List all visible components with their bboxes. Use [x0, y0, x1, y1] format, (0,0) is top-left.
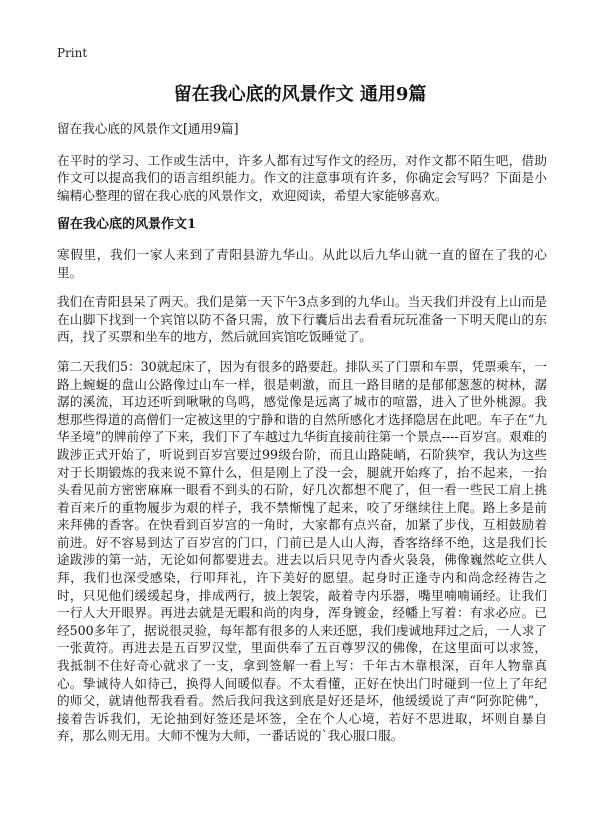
intro-paragraph: 在平时的学习、工作或生活中，许多人都有过写作文的经历，对作文都不陌生吧，借助作文可以提高我们的语言组织能力。作文的注意事项有许多，你确定会写吗？下面是小编精心整理的留在我心底的风景作文，欢迎阅读，希望大家能够喜欢。	[57, 152, 547, 203]
article-subtitle: 留在我心底的风景作文[通用9篇]	[57, 121, 239, 136]
section-heading: 留在我心底的风景作文1	[57, 217, 197, 233]
essay-paragraph: 第二天我们5：30就起床了，因为有很多的路要赶。排队买了门票和车票，凭票乘车，一路上蜿蜒的盘山公路像过山车一样，很是刺激，而且一路目睹的是郁郁葱葱的树林，潺潺的溪流，耳边还听到啾啾的鸟鸣，感觉像是远离了城市的喧嚣，进入了世外桃源。我想那些得道的高僧们一定被这里的宁静和谐的自然所感化才选择隐居在此吧。车子在“九华圣境”的牌前停了下来，我们下了车越过九华街直接前往第一个景点----百岁宫。艰难的跋涉正式开始了，听说到百岁宫要过99级台阶，而且山路陡峭，石阶狭窄，我认为这些对于长期锻炼的我来说不算什么，但是刚上了没一会，腿就开始疼了，抬不起来，一抬头看见前方密密麻麻一眼看不到头的石阶，好几次都想不爬了，但一看一些民工肩上挑着百来斤的重物履步为艰的样子，我不禁惭愧了起来，咬了牙继续往上爬。路上多是前来拜佛的香客。在快看到百岁宫的一角时，大家都有点兴奋，加紧了步伐，互相鼓励着前进。好不容易到达了百岁宫的门口，门前已是人山人海，香客络绎不绝，这是我们长途跋涉的第一站，无论如何都要进去。进去以后只见寺内香火袅袅，佛像巍然屹立供人拜，我们也深受感染，行叩拜礼，许下美好的愿望。起身时正逢寺内和尚念经祷告之时，只见他们缓缓起身，排成两行，披上袈裟，敲着寺内乐器，嘴里喃喃诵经。让我们一行人大开眼界。再进去就是无暇和尚的肉身，浑身镀金，经幡上写着：有求必应。已经500多年了，据说很灵验，每年都有很多的人来还愿，我们虔诚地拜过之后，一人求了一张黄符。再进去是五百罗汉堂，里面供奉了五百尊罗汉的佛像，在这里面可以求签，我抵制不住好奇心就求了一支，拿到签解一看上写：千年古木靠根深，百年人物靠真心。挚诚待人如待己，换得人间暖似春。不太看懂，正好在快出门时碰到一位上了年纪的师父，就请他帮我看看。然后我问我这到底是好还是坏，他缓缓说了声“阿弥陀佛”，接着告诉我们，无论抽到好签还是坏签，全在个人心境，若好不思进取，坏则自暴自弃，那么则无用。大师不愧为大师，一番话说的`我心服口服。	[57, 358, 548, 744]
article-body	[57, 120, 547, 745]
print-link[interactable]: Print	[57, 46, 88, 60]
essay-paragraph: 寒假里，我们一家人来到了青阳县游九华山。从此以后九华山就一直的留在了我的心里。	[57, 246, 547, 280]
page-title: 留在我心底的风景作文 通用9篇	[173, 84, 427, 105]
essay-paragraph: 我们在青阳县呆了两天。我们是第一天下午3点多到的九华山。当天我们并没有上山而是在山脚下找到一个宾馆以防不备只需，放下行囊后出去看看玩玩准备一下明天爬山的东西，找了买票和坐车的地方，然后就回宾馆吃饭睡觉了。	[57, 294, 547, 345]
